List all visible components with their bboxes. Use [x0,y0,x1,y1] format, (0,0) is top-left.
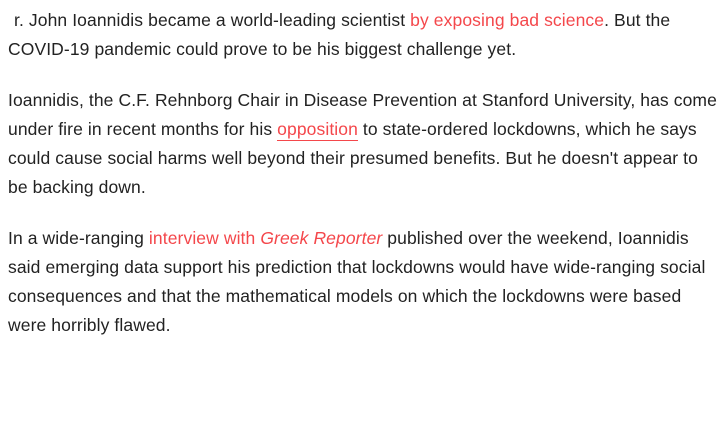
link-greek-reporter-publication: Greek Reporter [260,228,383,248]
paragraph-two-text-2: to state-ordered lockdowns, which he says could cause social harms well beyond their presumed benefits. But he doesn't appear to be backing down. [8,119,698,197]
paragraph-two-text-1: Ioannidis, the C.F. Rehnborg Chair in Disease Prevention at Stanford University, has come under fire in recent months for his [8,90,717,139]
link-opposition[interactable]: opposition [277,119,358,139]
link-greek-reporter-label: interview with [148,228,261,248]
link-greek-reporter-interview[interactable] [149,228,382,248]
link-exposing-bad-science[interactable]: by exposing bad science [410,10,605,30]
paragraph-two [8,86,719,202]
drop-cap [8,6,14,8]
paragraph-three [8,224,719,340]
paragraph-three-text-2: published over the weekend, Ioannidis said emerging data support his prediction that lockdowns would have wide-ranging social consequences and that the mathematical models on which the lockdowns were based were horribly flawed. [8,228,706,335]
paragraph-intro-text-1: r. John Ioannidis became a world-leading scientist [14,10,411,30]
paragraph-three-text-1: In a wide-ranging [8,228,149,248]
paragraph-intro-text-2: . But the COVID-19 pandemic could prove to be his biggest challenge yet. [8,10,671,59]
paragraph-intro [8,6,719,64]
